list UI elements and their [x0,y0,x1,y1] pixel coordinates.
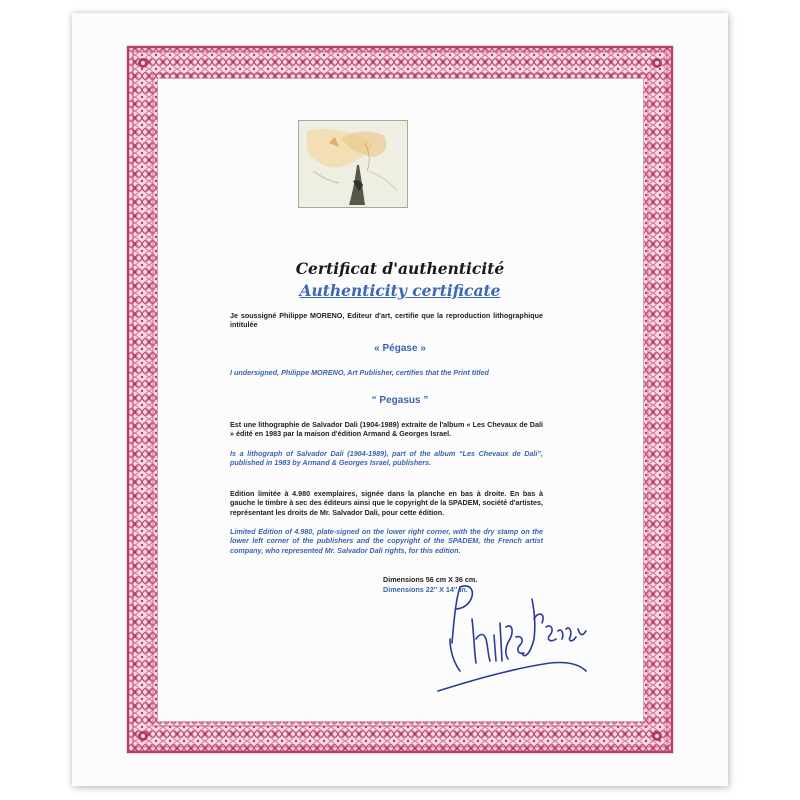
certificate-title-en: Authenticity certificate [299,281,501,300]
artwork-thumbnail [298,120,408,208]
description-en: Is a lithograph of Salvador Dali (1904-1989), part of the album “Les Chevaux de Dali”, published in 1983 by Armand & Georges Israel, publishers. [230,449,543,468]
edition-fr: Edition limitée à 4.980 exemplaires, signée dans la planche en bas à droite. En bas à gauche le timbre à sec des éditeurs ainsi que le copyright de la SPADEM, société d'artistes, représentant les droits de Mr. Salvador Dali, pour cette édition. [230,489,543,517]
dimensions-in: Dimensions 22'' X 14'' in. [383,585,468,594]
dimensions-cm: Dimensions 56 cm X 36 cm. [383,575,478,584]
work-title-fr: « Pégase » [374,343,426,354]
edition-en: Limited Edition of 4.980, plate-signed on the lower right corner, with the dry stamp on the lower left corner of the publishers and the copyright of the SPADEM, the French artist company, who represented Mr. Salvador Dali rights, for this edition. [230,527,543,555]
intro-en: I undersigned, Philippe MORENO, Art Publisher, certifies that the Print titled [230,368,489,377]
handwritten-signature [430,579,600,709]
certificate-sheet [72,13,728,786]
work-title-en: “ Pegasus ” [371,395,429,406]
description-fr: Est une lithographie de Salvador Dali (1904-1989) extraite de l'album « Les Chevaux de Dali » édité en 1983 par la maison d'édition Armand & Georges Israel. [230,420,543,439]
intro-fr: Je soussigné Philippe MORENO, Editeur d'art, certifie que la reproduction lithographique intitulée [230,311,543,330]
certificate-title-fr: Certificat d'authenticité [295,259,505,278]
